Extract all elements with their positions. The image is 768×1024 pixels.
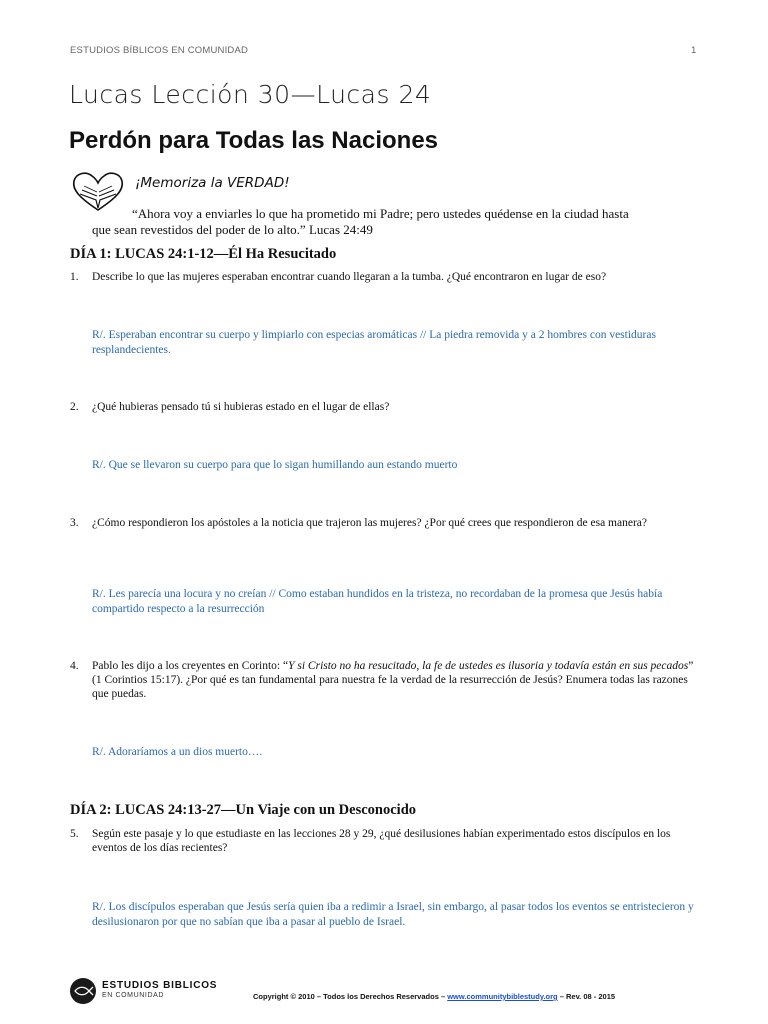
footer-logo xyxy=(70,978,217,1004)
question-text: Describe lo que las mujeres esperaban encontrar cuando llegaran a la tumba. ¿Qué encontraron en lugar de eso? xyxy=(92,271,607,283)
fish-logo-icon xyxy=(70,978,96,1004)
question-number: 5. xyxy=(70,828,79,840)
question-number: 1. xyxy=(70,271,79,283)
answer-5: R/. Los discípulos esperaban que Jesús sería quien iba a redimir a Israel, sin embargo, al pasar todos los eventos se entristecieron y desilusionaron por que no sabían que iba a pasar al pueblo de Israel. xyxy=(92,901,694,928)
answer-1: R/. Esperaban encontrar su cuerpo y limpiarlo con especias aromáticas // La piedra removida y a 2 hombres con vestiduras resplandecientes. xyxy=(92,329,656,356)
copyright xyxy=(253,992,615,1001)
question-number: 4. xyxy=(70,660,79,672)
header-org: ESTUDIOS BÍBLICOS EN COMUNIDAD xyxy=(70,45,249,56)
quote-italic: Y si Cristo no ha resucitado, la fe de ustedes es ilusoria y todavía están en sus pecados xyxy=(288,660,689,672)
question-text: ¿Qué hubieras pensado tú si hubieras estado en el lugar de ellas? xyxy=(92,401,390,413)
logo-line2: EN COMUNIDAD xyxy=(102,992,165,999)
question-2 xyxy=(70,400,700,414)
question-5 xyxy=(70,827,700,855)
question-3 xyxy=(70,516,700,530)
question-number: 2. xyxy=(70,401,79,413)
memory-verse xyxy=(92,206,702,238)
question-1 xyxy=(70,270,700,284)
page-number: 1 xyxy=(691,45,697,56)
memory-verse-line2: que sean revestidos del poder de lo alto.” Lucas 24:49 xyxy=(92,222,373,237)
question-text-pre: Pablo les dijo a los creyentes en Corinto: “ xyxy=(92,660,289,672)
question-text-post: ” (1 Corintios 15:17). ¿Por qué es tan fundamental para nuestra fe la verdad de la resurrección de Jesús? Enumera todas las razones que puedas. xyxy=(92,660,694,700)
memory-verse-line1: “Ahora voy a enviarles lo que ha prometido mi Padre; pero ustedes quédense en la ciudad hasta xyxy=(132,206,629,221)
answer-4: R/. Adoraríamos a un dios muerto…. xyxy=(92,746,263,758)
question-text: Según este pasaje y lo que estudiaste en las lecciones 28 y 29, ¿qué desilusiones habían experimentado estos discípulos en los eventos de los días recientes? xyxy=(92,828,671,854)
website-link[interactable]: www.communitybiblestudy.org xyxy=(447,992,558,1001)
answer-3: R/. Les parecía una locura y no creían // Como estaban hundidos en la tristeza, no recordaban de la promesa que Jesús había compartido respecto a la resurrección xyxy=(92,588,663,615)
day2-heading: DÍA 2: LUCAS 24:13-27—Un Viaje con un Desconocido xyxy=(70,802,417,818)
question-4 xyxy=(70,659,700,701)
answer-2: R/. Que se llevaron su cuerpo para que lo sigan humillando aun estando muerto xyxy=(92,459,458,471)
logo-line1: ESTUDIOS BIBLICOS xyxy=(102,980,218,991)
question-text xyxy=(92,659,700,701)
memorize-label: ¡Memoriza la VERDAD! xyxy=(135,175,290,191)
day1-heading: DÍA 1: LUCAS 24:1-12—Él Ha Resucitado xyxy=(70,246,337,262)
question-text: ¿Cómo respondieron los apóstoles a la noticia que trajeron las mujeres? ¿Por qué crees que respondieron de esa manera? xyxy=(92,517,647,529)
lesson-title: Lucas Lección 30—Lucas 24 xyxy=(69,80,432,109)
question-number: 3. xyxy=(70,517,79,529)
page-title: Perdón para Todas las Naciones xyxy=(69,127,439,154)
copyright-post: – Rev. 08 - 2015 xyxy=(557,992,616,1001)
copyright-pre: Copyright © 2010 – Todos los Derechos Reservados – xyxy=(253,992,448,1001)
